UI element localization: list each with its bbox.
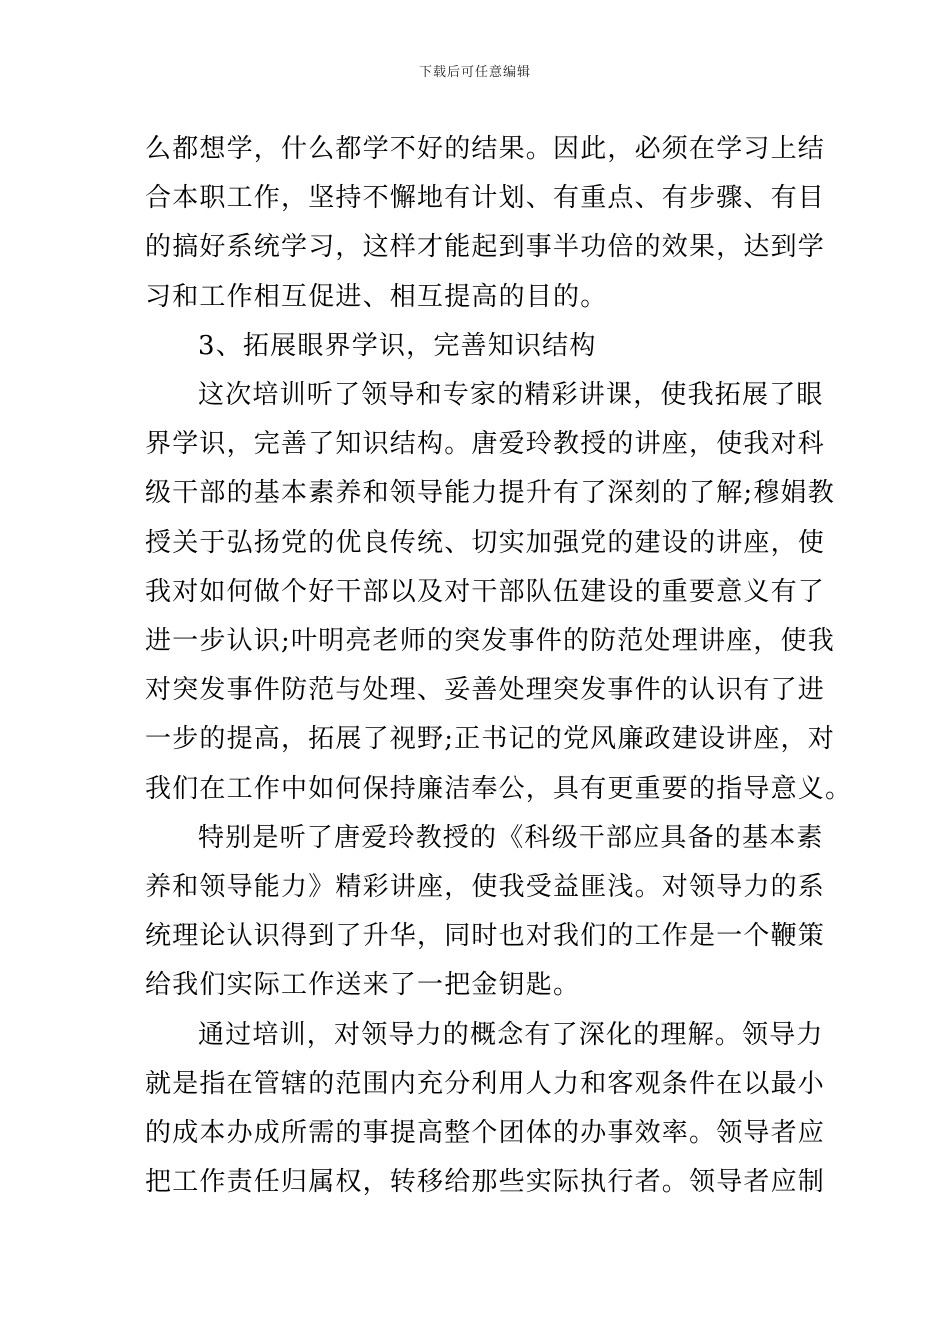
- text-line: 么都想学，什么都学不好的结果。因此，必须在学习上结: [145, 134, 826, 164]
- text-line: 给我们实际工作送来了一把金钥匙。: [145, 970, 581, 1001]
- text-line: 我们在工作中如何保持廉洁奉公，具有更重要的指导意义。: [145, 773, 853, 804]
- text-line: 界学识，完善了知识结构。唐爱玲教授的讲座，使我对科: [145, 429, 826, 460]
- page-header: 下载后可任意编辑: [418, 65, 531, 80]
- text-line: 特别是听了唐爱玲教授的《科级干部应具备的基本素: [198, 822, 824, 853]
- text-line: 的成本办成所需的事提高整个团体的办事效率。领导者应: [145, 1118, 826, 1149]
- text-line: 通过培训，对领导力的概念有了深化的理解。领导力: [198, 1019, 824, 1050]
- text-line: 这次培训听了领导和专家的精彩讲课，使我拓展了眼: [198, 380, 824, 411]
- text-line: 我对如何做个好干部以及对干部队伍建设的重要意义有了: [145, 576, 826, 607]
- text-line: 统理论认识得到了升华，同时也对我们的工作是一个鞭策: [145, 921, 826, 952]
- text-line: 的搞好系统学习，这样才能起到事半功倍的效果，达到学: [145, 232, 826, 263]
- text-line: 把工作责任归属权，转移给那些实际执行者。领导者应制: [145, 1167, 826, 1198]
- text-line: 对突发事件防范与处理、妥善处理突发事件的认识有了进: [145, 675, 826, 706]
- text-line: 习和工作相互促进、相互提高的目的。: [145, 281, 608, 312]
- section-heading: 3、拓展眼界学识，完善知识结构: [198, 330, 597, 361]
- text-line: 级干部的基本素养和领导能力提升有了深刻的了解;穆娟教: [145, 478, 835, 509]
- text-line: 就是指在管辖的范围内充分利用人力和客观条件在以最小: [145, 1068, 826, 1099]
- text-line: 养和领导能力》精彩讲座，使我受益匪浅。对领导力的系: [145, 872, 826, 903]
- body-text: [145, 125, 853, 1207]
- text-line: 合本职工作，坚持不懈地有计划、有重点、有步骤、有目: [145, 183, 826, 214]
- text-line: 授关于弘扬党的优良传统、切实加强党的建设的讲座，使: [145, 527, 826, 558]
- text-line: 一步的提高，拓展了视野;正书记的党风廉政建设讲座，对: [145, 724, 835, 755]
- text-line: 进一步认识;叶明亮老师的突发事件的防范处理讲座，使我: [145, 626, 835, 657]
